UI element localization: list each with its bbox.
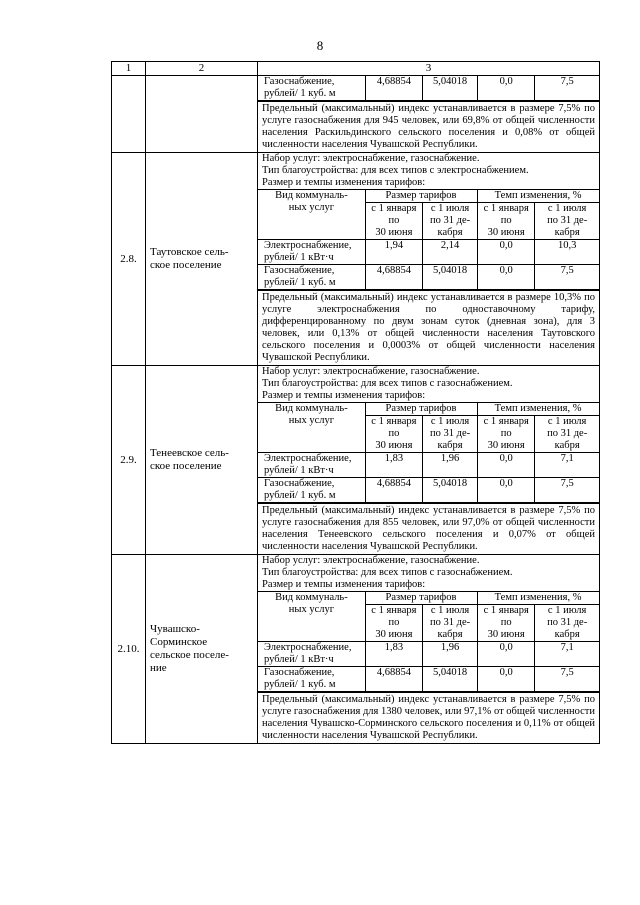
- gas-tariff-table: [258, 76, 599, 101]
- rates-title: Размер и темпы изменения тарифов:: [262, 177, 426, 188]
- tariff-value: 2,14: [422, 240, 477, 265]
- tariff-value: 4,68854: [365, 265, 422, 290]
- electricity-label: Электроснабжение, рублей/ 1 кВт·ч: [258, 642, 365, 667]
- tariff-value: 1,96: [422, 642, 477, 667]
- row-number: 2.10.: [112, 555, 146, 744]
- rate-value: 0,0: [478, 478, 535, 503]
- electricity-label: Электроснабжение, рублей/ 1 кВт·ч: [258, 453, 365, 478]
- service-type-header: Вид коммуналь- ных услуг: [258, 403, 365, 453]
- electricity-label: Электроснабжение, рублей/ 1 кВт·ч: [258, 240, 365, 265]
- tariff-index-table: [111, 61, 600, 744]
- rate-value: 10,3: [535, 240, 599, 265]
- row-number: 2.8.: [112, 153, 146, 366]
- page-number: 8: [316, 38, 324, 53]
- gas-label: Газоснабжение, рублей/ 1 куб. м: [258, 478, 365, 503]
- row-number: 2.9.: [112, 366, 146, 555]
- change-rate-header: Темп изменения, %: [478, 592, 599, 605]
- tariff-value: 1,83: [365, 642, 422, 667]
- gas-label: Газоснабжение, рублей/ 1 куб. м: [258, 265, 365, 290]
- period-header: с 1 января по 30 июня: [478, 203, 535, 240]
- rate-value: 7,1: [535, 642, 599, 667]
- rate-value: 0,0: [478, 642, 535, 667]
- rate-value: 0,0: [478, 453, 535, 478]
- period-header: с 1 января по 30 июня: [365, 605, 422, 642]
- settlement-row: [112, 555, 600, 744]
- column-header-row: [112, 62, 600, 76]
- service-type-header: Вид коммуналь- ных услуг: [258, 190, 365, 240]
- period-header: с 1 июля по 31 де- кабря: [535, 416, 599, 453]
- gas-label: Газоснабжение, рублей/ 1 куб. м: [258, 76, 365, 101]
- tariff-value: 1,96: [422, 453, 477, 478]
- period-header: с 1 июля по 31 де- кабря: [535, 203, 599, 240]
- settlement-name: Таутовское сель- ское поселение: [146, 153, 258, 366]
- period-header: с 1 июля по 31 де- кабря: [422, 416, 477, 453]
- tariff-size-header: Размер тарифов: [365, 403, 477, 416]
- gas-label: Газоснабжение, рублей/ 1 куб. м: [258, 667, 365, 692]
- rate-value: 0,0: [478, 265, 535, 290]
- period-header: с 1 июля по 31 де- кабря: [422, 605, 477, 642]
- tariff-table: [258, 189, 599, 290]
- rate-value: 0,0: [478, 76, 535, 101]
- amenity-line: Тип благоустройства: для всех типов с газоснабжением.: [262, 378, 513, 389]
- rate-value: 7,5: [535, 478, 599, 503]
- rate-value: 0,0: [478, 667, 535, 692]
- rate-value: 7,5: [535, 667, 599, 692]
- tariff-value: 5,04018: [422, 265, 477, 290]
- index-text: Предельный (максимальный) индекс устанавливается в размере 7,5% по услуге газоснабжения для 855 человек, или 97,0% от общей численности населения Тенеевского сельского поселения и 0,07% от общей численности населения Чувашской Республики.: [258, 503, 599, 554]
- tariff-value: 5,04018: [422, 667, 477, 692]
- tariff-value: 5,04018: [422, 76, 477, 101]
- tariff-value: 1,94: [365, 240, 422, 265]
- settlement-row: [112, 153, 600, 366]
- rate-value: 0,0: [478, 240, 535, 265]
- period-header: с 1 января по 30 июня: [478, 416, 535, 453]
- column-header: 3: [258, 62, 600, 76]
- rates-title: Размер и темпы изменения тарифов:: [262, 390, 426, 401]
- settlement-name: Тенеевское сель- ское поселение: [146, 366, 258, 555]
- tariff-table: [258, 591, 599, 692]
- tariff-value: 4,68854: [365, 76, 422, 101]
- index-text: Предельный (максимальный) индекс устанавливается в размере 7,5% по услуге газоснабжения для 945 человек, или 69,8% от общей численности населения Раскильдинского сельского поселения и 0,08% от общей численности населения Чувашской Республики.: [258, 101, 599, 152]
- settlement-row: [112, 366, 600, 555]
- index-text: Предельный (максимальный) индекс устанавливается в размере 10,3% по услуге электроснабжения по одноставочному тарифу, дифференцированному по двум зонам суток (дневная зона), для 3 человек, или 0,13% от общей численности населения Таутовского сельского поселения и 0,0003% от общей численности населения Чувашской Республики.: [258, 290, 599, 365]
- period-header: с 1 июля по 31 де- кабря: [535, 605, 599, 642]
- tariff-value: 5,04018: [422, 478, 477, 503]
- period-header: с 1 января по 30 июня: [478, 605, 535, 642]
- change-rate-header: Темп изменения, %: [478, 403, 599, 416]
- period-header: с 1 июля по 31 де- кабря: [422, 203, 477, 240]
- tariff-value: 4,68854: [365, 667, 422, 692]
- services-line: Набор услуг: электроснабжение, газоснабжение.: [262, 153, 480, 164]
- amenity-line: Тип благоустройства: для всех типов с электроснабжением.: [262, 165, 529, 176]
- tariff-value: 1,83: [365, 453, 422, 478]
- tariff-value: 4,68854: [365, 478, 422, 503]
- amenity-line: Тип благоустройства: для всех типов с газоснабжением.: [262, 567, 513, 578]
- rates-title: Размер и темпы изменения тарифов:: [262, 579, 426, 590]
- rate-value: 7,5: [535, 265, 599, 290]
- period-header: с 1 января по 30 июня: [365, 203, 422, 240]
- tariff-size-header: Размер тарифов: [365, 190, 477, 203]
- rate-value: 7,5: [535, 76, 599, 101]
- rate-value: 7,1: [535, 453, 599, 478]
- service-type-header: Вид коммуналь- ных услуг: [258, 592, 365, 642]
- settlement-name: Чувашско- Сорминское сельское поселе- ние: [146, 555, 258, 744]
- services-line: Набор услуг: электроснабжение, газоснабжение.: [262, 366, 480, 377]
- column-header: 2: [146, 62, 258, 76]
- change-rate-header: Темп изменения, %: [478, 190, 599, 203]
- column-header: 1: [112, 62, 146, 76]
- tariff-table: [258, 402, 599, 503]
- index-text: Предельный (максимальный) индекс устанавливается в размере 7,5% по услуге газоснабжения для 1380 человек, или 97,1% от общей численности населения Чувашско-Сорминского сельского поселения и 0,11% от общей численности населения Чувашской Республики.: [258, 692, 599, 743]
- tariff-size-header: Размер тарифов: [365, 592, 477, 605]
- services-line: Набор услуг: электроснабжение, газоснабжение.: [262, 555, 480, 566]
- continuation-row: [112, 76, 600, 153]
- period-header: с 1 января по 30 июня: [365, 416, 422, 453]
